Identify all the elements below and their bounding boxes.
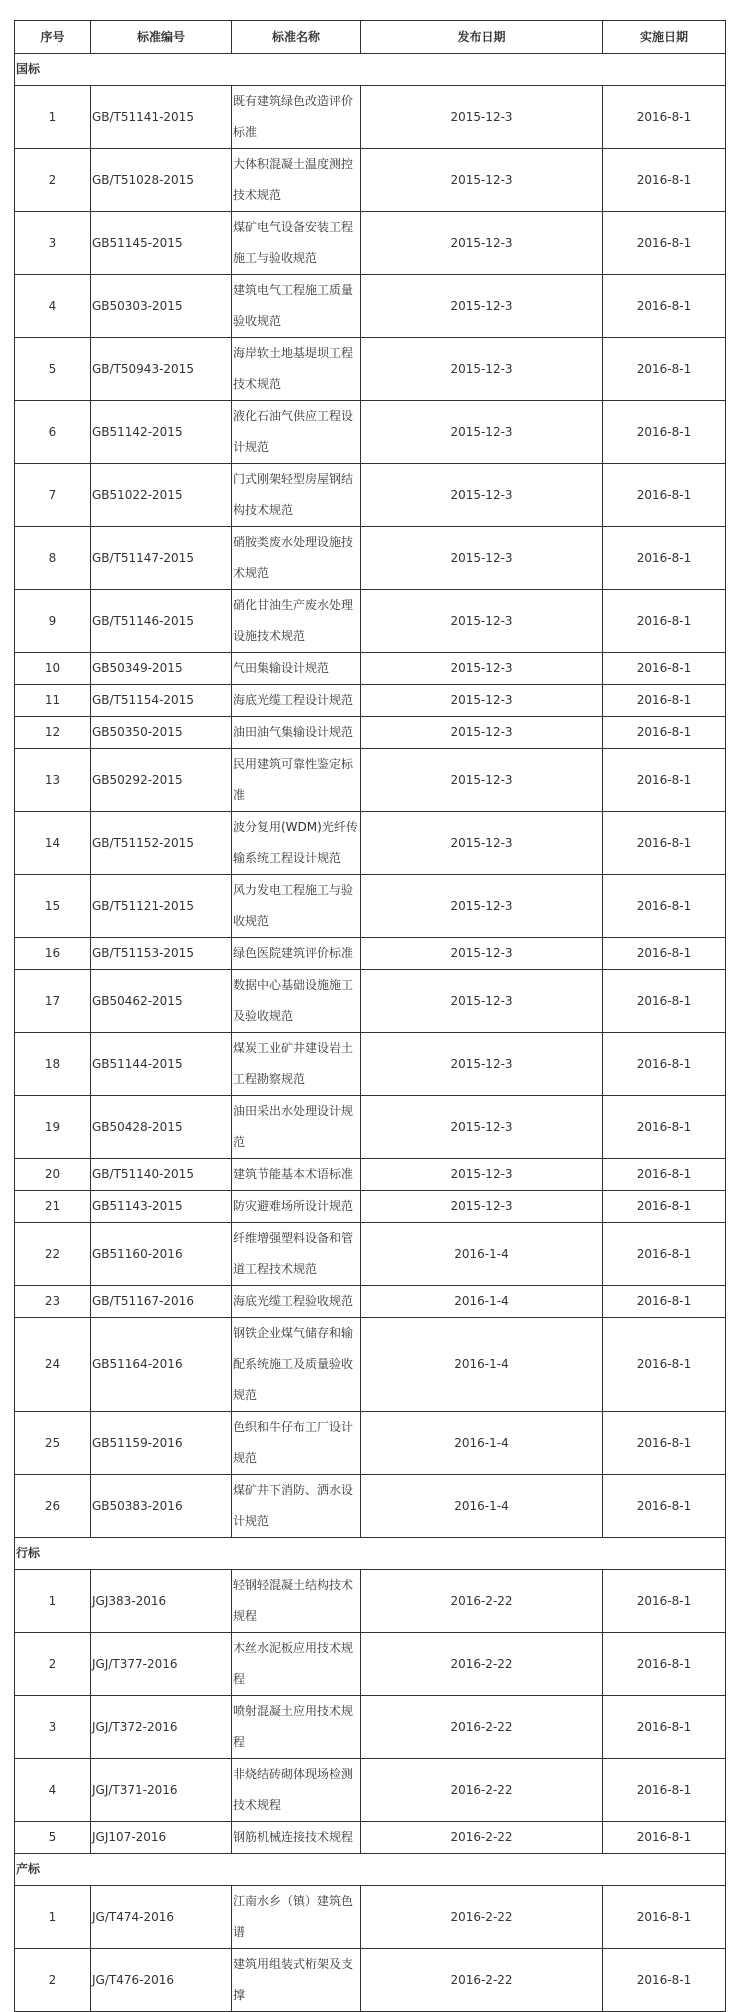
standard-name: 民用建筑可靠性鉴定标准: [232, 749, 361, 812]
standard-code: JGJ/T371-2016: [91, 1759, 232, 1822]
standard-name: 轻钢轻混凝土结构技术规程: [232, 1570, 361, 1633]
publish-date: 2015-12-3: [361, 875, 603, 938]
table-row: [15, 1318, 726, 1412]
table-row: [15, 1822, 726, 1854]
effective-date: 2016-8-1: [603, 1096, 726, 1159]
effective-date: 2016-8-1: [603, 970, 726, 1033]
row-number: 15: [15, 875, 91, 938]
table-row: [15, 275, 726, 338]
standard-name: 数据中心基础设施施工及验收规范: [232, 970, 361, 1033]
effective-date: 2016-8-1: [603, 812, 726, 875]
table-row: [15, 1412, 726, 1475]
standard-name: 建筑节能基本术语标准: [232, 1159, 361, 1191]
table-row: [15, 1633, 726, 1696]
standard-code: GB50428-2015: [91, 1096, 232, 1159]
standard-name: 油田采出水处理设计规范: [232, 1096, 361, 1159]
row-number: 1: [15, 1886, 91, 1949]
publish-date: 2016-2-22: [361, 1886, 603, 1949]
publish-date: 2015-12-3: [361, 970, 603, 1033]
row-number: 3: [15, 1696, 91, 1759]
table-row: [15, 338, 726, 401]
table-row: [15, 1191, 726, 1223]
row-number: 24: [15, 1318, 91, 1412]
effective-date: 2016-8-1: [603, 464, 726, 527]
standard-name: 木丝水泥板应用技术规程: [232, 1633, 361, 1696]
header-effective-date: 实施日期: [603, 21, 726, 54]
table-row: [15, 1886, 726, 1949]
section-label: 国标: [15, 54, 726, 86]
table-row: [15, 1570, 726, 1633]
section-label: 产标: [15, 1854, 726, 1886]
row-number: 9: [15, 590, 91, 653]
standard-code: GB/T51147-2015: [91, 527, 232, 590]
effective-date: 2016-8-1: [603, 875, 726, 938]
effective-date: 2016-8-1: [603, 1886, 726, 1949]
standard-code: GB/T51028-2015: [91, 149, 232, 212]
publish-date: 2015-12-3: [361, 717, 603, 749]
standard-code: GB/T51154-2015: [91, 685, 232, 717]
standards-table: [14, 20, 726, 2012]
standard-name: 海底光缆工程验收规范: [232, 1286, 361, 1318]
standard-name: 江南水乡（镇）建筑色谱: [232, 1886, 361, 1949]
publish-date: 2016-2-22: [361, 1822, 603, 1854]
effective-date: 2016-8-1: [603, 1475, 726, 1538]
standard-code: GB/T51153-2015: [91, 938, 232, 970]
section-row: [15, 54, 726, 86]
section-label: 行标: [15, 1538, 726, 1570]
effective-date: 2016-8-1: [603, 717, 726, 749]
standard-name: 煤矿井下消防、洒水设计规范: [232, 1475, 361, 1538]
table-row: [15, 875, 726, 938]
table-row: [15, 1223, 726, 1286]
row-number: 11: [15, 685, 91, 717]
table-row: [15, 212, 726, 275]
publish-date: 2016-1-4: [361, 1475, 603, 1538]
publish-date: 2016-2-22: [361, 1759, 603, 1822]
standard-code: GB51160-2016: [91, 1223, 232, 1286]
effective-date: 2016-8-1: [603, 749, 726, 812]
row-number: 5: [15, 1822, 91, 1854]
publish-date: 2015-12-3: [361, 338, 603, 401]
effective-date: 2016-8-1: [603, 1033, 726, 1096]
effective-date: 2016-8-1: [603, 1318, 726, 1412]
table-row: [15, 1949, 726, 2012]
effective-date: 2016-8-1: [603, 275, 726, 338]
standard-name: 硝化甘油生产废水处理设施技术规范: [232, 590, 361, 653]
standard-code: GB50303-2015: [91, 275, 232, 338]
standard-code: GB51145-2015: [91, 212, 232, 275]
table-row: [15, 86, 726, 149]
standard-code: GB51143-2015: [91, 1191, 232, 1223]
effective-date: 2016-8-1: [603, 1286, 726, 1318]
effective-date: 2016-8-1: [603, 212, 726, 275]
header-code: 标准编号: [91, 21, 232, 54]
table-row: [15, 749, 726, 812]
publish-date: 2016-1-4: [361, 1286, 603, 1318]
section-row: [15, 1854, 726, 1886]
standard-code: GB/T51140-2015: [91, 1159, 232, 1191]
standard-name: 色织和牛仔布工厂设计规范: [232, 1412, 361, 1475]
standard-name: 大体积混凝土温度测控技术规范: [232, 149, 361, 212]
publish-date: 2015-12-3: [361, 275, 603, 338]
row-number: 6: [15, 401, 91, 464]
standard-name: 钢筋机械连接技术规程: [232, 1822, 361, 1854]
publish-date: 2015-12-3: [361, 86, 603, 149]
row-number: 10: [15, 653, 91, 685]
row-number: 1: [15, 86, 91, 149]
standard-code: GB50350-2015: [91, 717, 232, 749]
standards-table-body: [15, 21, 726, 2012]
standard-name: 气田集输设计规范: [232, 653, 361, 685]
standard-name: 硝胺类废水处理设施技术规范: [232, 527, 361, 590]
effective-date: 2016-8-1: [603, 527, 726, 590]
table-row: [15, 685, 726, 717]
effective-date: 2016-8-1: [603, 149, 726, 212]
publish-date: 2015-12-3: [361, 1159, 603, 1191]
publish-date: 2015-12-3: [361, 527, 603, 590]
table-row: [15, 938, 726, 970]
publish-date: 2015-12-3: [361, 653, 603, 685]
effective-date: 2016-8-1: [603, 86, 726, 149]
table-row: [15, 812, 726, 875]
publish-date: 2015-12-3: [361, 812, 603, 875]
standard-name: 建筑电气工程施工质量验收规范: [232, 275, 361, 338]
standard-code: JGJ107-2016: [91, 1822, 232, 1854]
effective-date: 2016-8-1: [603, 1633, 726, 1696]
effective-date: 2016-8-1: [603, 653, 726, 685]
standard-code: GB50462-2015: [91, 970, 232, 1033]
standard-code: GB/T51121-2015: [91, 875, 232, 938]
row-number: 26: [15, 1475, 91, 1538]
effective-date: 2016-8-1: [603, 1412, 726, 1475]
row-number: 2: [15, 1949, 91, 2012]
effective-date: 2016-8-1: [603, 1570, 726, 1633]
standard-name: 液化石油气供应工程设计规范: [232, 401, 361, 464]
standard-code: JG/T474-2016: [91, 1886, 232, 1949]
publish-date: 2015-12-3: [361, 1191, 603, 1223]
standard-name: 波分复用(WDM)光纤传输系统工程设计规范: [232, 812, 361, 875]
publish-date: 2015-12-3: [361, 401, 603, 464]
standard-code: GB50349-2015: [91, 653, 232, 685]
effective-date: 2016-8-1: [603, 1696, 726, 1759]
row-number: 16: [15, 938, 91, 970]
standard-name: 纤维增强塑料设备和管道工程技术规范: [232, 1223, 361, 1286]
publish-date: 2015-12-3: [361, 938, 603, 970]
publish-date: 2015-12-3: [361, 685, 603, 717]
header-publish-date: 发布日期: [361, 21, 603, 54]
publish-date: 2015-12-3: [361, 212, 603, 275]
effective-date: 2016-8-1: [603, 1159, 726, 1191]
effective-date: 2016-8-1: [603, 338, 726, 401]
standard-code: GB51164-2016: [91, 1318, 232, 1412]
table-row: [15, 590, 726, 653]
table-row: [15, 1096, 726, 1159]
row-number: 7: [15, 464, 91, 527]
effective-date: 2016-8-1: [603, 401, 726, 464]
row-number: 19: [15, 1096, 91, 1159]
row-number: 12: [15, 717, 91, 749]
standard-name: 门式刚架轻型房屋钢结构技术规范: [232, 464, 361, 527]
table-row: [15, 653, 726, 685]
standard-name: 防灾避难场所设计规范: [232, 1191, 361, 1223]
row-number: 14: [15, 812, 91, 875]
row-number: 13: [15, 749, 91, 812]
row-number: 2: [15, 1633, 91, 1696]
table-row: [15, 149, 726, 212]
standard-code: GB50383-2016: [91, 1475, 232, 1538]
row-number: 8: [15, 527, 91, 590]
header-name: 标准名称: [232, 21, 361, 54]
publish-date: 2015-12-3: [361, 590, 603, 653]
table-row: [15, 1033, 726, 1096]
publish-date: 2015-12-3: [361, 749, 603, 812]
standard-name: 钢铁企业煤气储存和输配系统施工及质量验收规范: [232, 1318, 361, 1412]
standard-code: GB51142-2015: [91, 401, 232, 464]
standard-code: GB51159-2016: [91, 1412, 232, 1475]
standard-code: GB/T51146-2015: [91, 590, 232, 653]
standard-name: 建筑用组装式桁架及支撑: [232, 1949, 361, 2012]
table-row: [15, 717, 726, 749]
standard-name: 海岸软土地基堤坝工程技术规范: [232, 338, 361, 401]
standard-code: GB/T51141-2015: [91, 86, 232, 149]
header-no: 序号: [15, 21, 91, 54]
publish-date: 2016-2-22: [361, 1633, 603, 1696]
publish-date: 2016-2-22: [361, 1696, 603, 1759]
effective-date: 2016-8-1: [603, 685, 726, 717]
table-row: [15, 970, 726, 1033]
standard-name: 煤炭工业矿井建设岩土工程勘察规范: [232, 1033, 361, 1096]
effective-date: 2016-8-1: [603, 1759, 726, 1822]
effective-date: 2016-8-1: [603, 938, 726, 970]
publish-date: 2015-12-3: [361, 464, 603, 527]
row-number: 21: [15, 1191, 91, 1223]
table-row: [15, 1759, 726, 1822]
table-row: [15, 464, 726, 527]
row-number: 4: [15, 1759, 91, 1822]
standard-name: 风力发电工程施工与验收规范: [232, 875, 361, 938]
standard-name: 非烧结砖砌体现场检测技术规程: [232, 1759, 361, 1822]
effective-date: 2016-8-1: [603, 590, 726, 653]
standard-code: JGJ/T377-2016: [91, 1633, 232, 1696]
row-number: 4: [15, 275, 91, 338]
row-number: 18: [15, 1033, 91, 1096]
standard-code: JGJ383-2016: [91, 1570, 232, 1633]
standard-name: 喷射混凝土应用技术规程: [232, 1696, 361, 1759]
publish-date: 2015-12-3: [361, 1033, 603, 1096]
table-row: [15, 401, 726, 464]
standard-code: JG/T476-2016: [91, 1949, 232, 2012]
standard-code: GB/T51152-2015: [91, 812, 232, 875]
table-row: [15, 1159, 726, 1191]
row-number: 1: [15, 1570, 91, 1633]
publish-date: 2016-1-4: [361, 1223, 603, 1286]
publish-date: 2015-12-3: [361, 1096, 603, 1159]
publish-date: 2016-2-22: [361, 1570, 603, 1633]
table-row: [15, 527, 726, 590]
row-number: 25: [15, 1412, 91, 1475]
table-row: [15, 1696, 726, 1759]
row-number: 17: [15, 970, 91, 1033]
standard-code: GB/T50943-2015: [91, 338, 232, 401]
section-row: [15, 1538, 726, 1570]
row-number: 23: [15, 1286, 91, 1318]
effective-date: 2016-8-1: [603, 1822, 726, 1854]
standard-name: 绿色医院建筑评价标准: [232, 938, 361, 970]
standard-code: JGJ/T372-2016: [91, 1696, 232, 1759]
row-number: 22: [15, 1223, 91, 1286]
standard-code: GB51144-2015: [91, 1033, 232, 1096]
standard-name: 既有建筑绿色改造评价标准: [232, 86, 361, 149]
row-number: 20: [15, 1159, 91, 1191]
standard-name: 煤矿电气设备安装工程施工与验收规范: [232, 212, 361, 275]
standard-name: 油田油气集输设计规范: [232, 717, 361, 749]
effective-date: 2016-8-1: [603, 1191, 726, 1223]
standard-name: 海底光缆工程设计规范: [232, 685, 361, 717]
standard-code: GB51022-2015: [91, 464, 232, 527]
standard-code: GB/T51167-2016: [91, 1286, 232, 1318]
effective-date: 2016-8-1: [603, 1949, 726, 2012]
standard-code: GB50292-2015: [91, 749, 232, 812]
publish-date: 2016-2-22: [361, 1949, 603, 2012]
publish-date: 2016-1-4: [361, 1318, 603, 1412]
row-number: 5: [15, 338, 91, 401]
row-number: 2: [15, 149, 91, 212]
publish-date: 2016-1-4: [361, 1412, 603, 1475]
publish-date: 2015-12-3: [361, 149, 603, 212]
row-number: 3: [15, 212, 91, 275]
effective-date: 2016-8-1: [603, 1223, 726, 1286]
header-row: [15, 21, 726, 54]
table-row: [15, 1286, 726, 1318]
table-row: [15, 1475, 726, 1538]
